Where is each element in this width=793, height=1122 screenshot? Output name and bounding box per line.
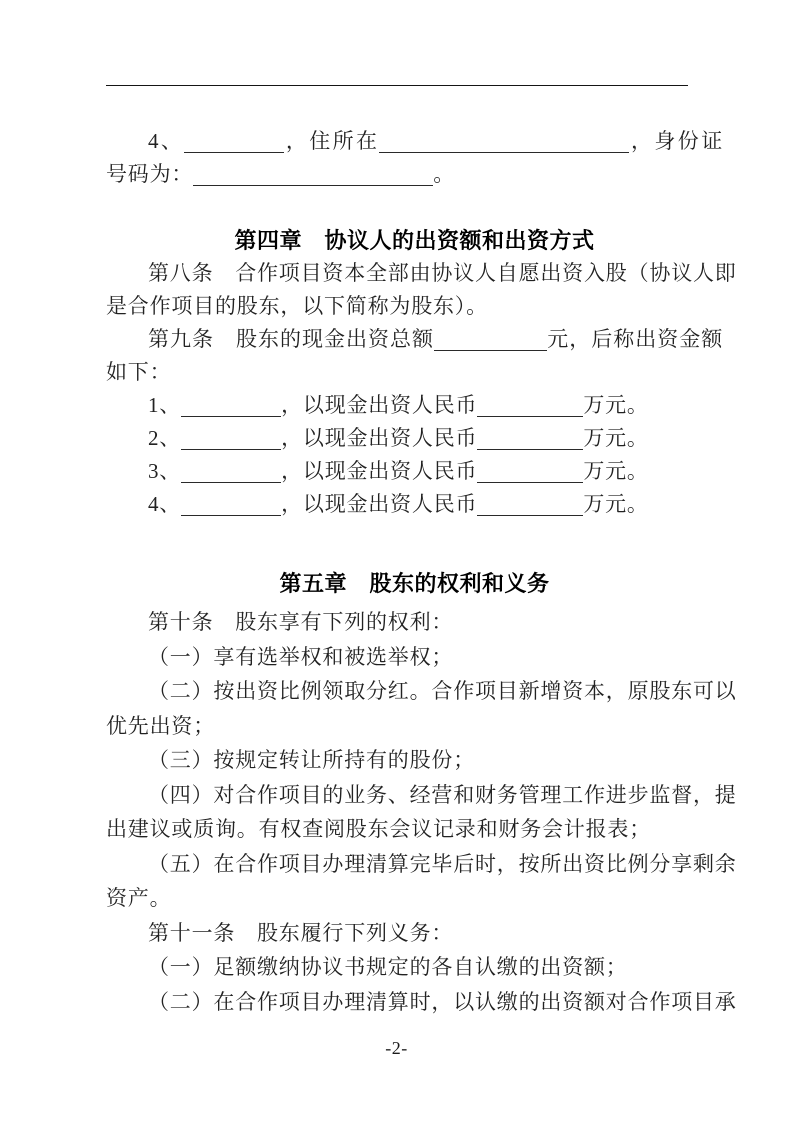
text-line [106, 422, 723, 455]
text-line [106, 812, 723, 847]
text-run: 万元。 [583, 393, 649, 417]
text-run: 如下： [106, 360, 172, 384]
chapter-heading: 第五章 股东的权利和义务 [279, 571, 550, 596]
blank-field [181, 476, 281, 483]
text-run: 元，后称出资金额 [547, 327, 723, 351]
blank-field [184, 146, 284, 153]
blank-field [181, 410, 281, 417]
document-content [106, 125, 737, 1019]
text-line [106, 356, 723, 389]
text-run: ，以现金出资人民币 [281, 492, 478, 516]
blank-field [193, 179, 433, 186]
empty-line [106, 521, 723, 554]
text-line [106, 847, 737, 882]
text-line [106, 709, 723, 744]
text-run: 号码为： [106, 162, 194, 186]
text-line [106, 323, 723, 356]
page-number: -2- [385, 1038, 408, 1058]
text-run: 优先出资； [106, 713, 215, 738]
text-run: （三）按规定转让所持有的股份； [148, 748, 475, 772]
text-run: ，身份证 [629, 129, 723, 153]
page-footer [0, 1038, 793, 1059]
text-line [106, 488, 723, 521]
text-run: （一）享有选举权和被选举权； [148, 644, 454, 669]
blank-field [181, 443, 281, 450]
text-line [106, 605, 723, 640]
text-line [106, 389, 723, 422]
text-run: 是合作项目的股东，以下简称为股东）。 [106, 294, 488, 318]
text-run: ，住所在 [284, 129, 380, 153]
text-run: （四）对合作项目的业务、经营和财务管理工作进步监督，提 [148, 782, 737, 807]
text-run: 3、 [148, 459, 182, 483]
text-run: 万元。 [583, 492, 649, 516]
text-run: 1、 [148, 393, 182, 417]
blank-field [477, 443, 583, 450]
text-run: 万元。 [583, 426, 649, 450]
text-run: ，以现金出资人民币 [281, 393, 478, 417]
text-line [106, 916, 723, 951]
text-line [106, 674, 737, 709]
text-line [106, 290, 723, 323]
text-line [106, 881, 723, 916]
text-line [106, 778, 737, 813]
text-run: 第九条 股东的现金出资总额 [148, 327, 434, 351]
text-line [106, 257, 737, 290]
text-run: 2、 [148, 426, 182, 450]
blank-field [477, 410, 583, 417]
blank-field [181, 509, 281, 516]
text-run: 4、 [148, 492, 182, 516]
text-line [106, 640, 723, 675]
blank-field [434, 344, 547, 351]
text-run: 第八条 合作项目资本全部由协议人自愿出资入股（协议人即 [148, 261, 737, 285]
text-run: 第十一条 股东履行下列义务： [148, 920, 454, 945]
blank-field [477, 476, 583, 483]
text-run: 。 [433, 162, 456, 186]
text-run: 出建议或质询。有权查阅股东会议记录和财务会计报表； [106, 817, 651, 841]
blank-field [379, 146, 629, 153]
text-run: 第十条 股东享有下列的权利： [148, 610, 454, 634]
text-run: （一）足额缴纳协议书规定的各自认缴的出资额； [148, 955, 628, 979]
text-run: ，以现金出资人民币 [281, 426, 478, 450]
text-run: （二）在合作项目办理清算时，以认缴的出资额对合作项目承 [148, 989, 737, 1014]
text-line [106, 158, 723, 191]
text-run: ，以现金出资人民币 [281, 459, 478, 483]
text-line [106, 455, 723, 488]
text-run: 4、 [148, 129, 185, 153]
text-line [106, 743, 723, 778]
text-run: （二）按出资比例领取分红。合作项目新增资本，原股东可以 [148, 679, 737, 703]
header-rule [106, 85, 688, 86]
text-line [106, 950, 723, 985]
text-run: （五）在合作项目办理清算完毕后时，按所出资比例分享剩余 [148, 851, 737, 876]
text-run: 资产。 [106, 886, 172, 910]
blank-field [477, 509, 583, 516]
text-line [106, 125, 723, 158]
text-run: 万元。 [583, 459, 649, 483]
empty-line [106, 191, 723, 224]
chapter-heading: 第四章 协议人的出资额和出资方式 [234, 228, 595, 253]
text-line [106, 985, 737, 1020]
